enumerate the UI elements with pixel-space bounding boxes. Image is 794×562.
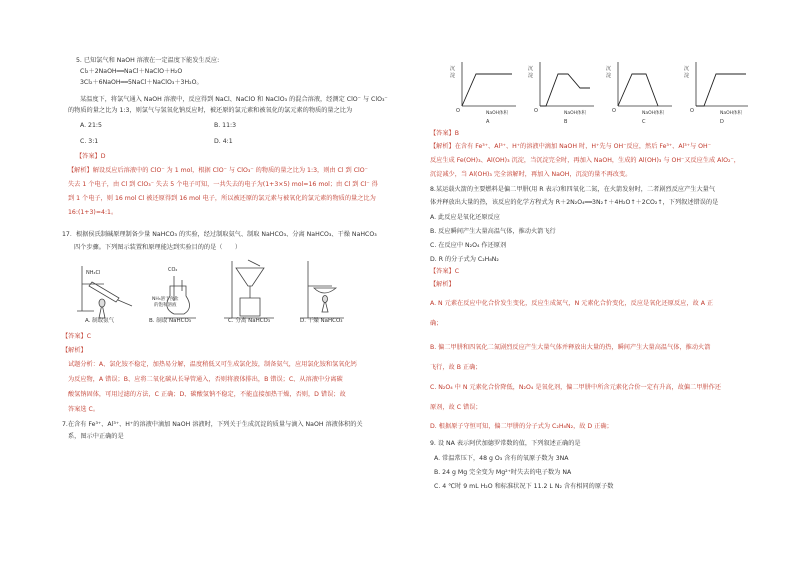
q8-explanation-b-2: 飞行，故 B 正确； <box>430 364 482 371</box>
q5-explanation-4: 16:(1+3)=4:1。 <box>68 209 118 216</box>
graph-letter: B <box>564 119 568 124</box>
q5-equation-2: 3Cl₂＋6NaOH══5NaCl＋NaClO₃＋3H₂O。 <box>80 79 203 86</box>
q8-explanation-c-1: C. N₂O₄ 中 N 元素化合价降低，N₂O₄ 是氧化剂，偏二甲肼中所含元素化合价一定有升高，故偏二甲肼作还 <box>430 384 721 391</box>
caption-d: D. 干燥 NaHCO₃ <box>300 318 343 324</box>
apparatus-d-drying-setup <box>300 261 344 318</box>
q5-explanation-1: 【解析】解设反应后溶液中的 ClO⁻ 为 1 mol，根据 ClO⁻ 与 ClO₃⁻ 的物质的量之比为 1:3，则由 Cl 到 ClO⁻ <box>68 167 368 174</box>
graph-letter: D <box>720 119 724 124</box>
q17-explanation-1: 试题分析：A、氯化铵不稳定，加热易分解，温度稍低又可生成氯化铵，制备氨气，应用氯化铵和氢氧化钙 <box>68 361 357 368</box>
graph-curve <box>540 74 590 106</box>
q8-answer: 【答案】C <box>430 268 460 275</box>
nh4cl-label: NH₄Cl <box>86 270 101 276</box>
graph-xlabel: NaOH体积 <box>564 111 587 116</box>
graph-ylabel-bottom: 淀 <box>528 73 534 79</box>
q17-explanation-4: 答案选 C。 <box>68 406 100 413</box>
q7-stem-2: 系，图示中正确的是 <box>68 433 124 440</box>
q17-stem-2: 四个步骤。下列图示装置和原理能达到实验目的的是（ ） <box>74 244 242 251</box>
nacl-solution-label: NH₃溶于食盐 <box>152 297 179 302</box>
q7-graphs <box>448 58 748 124</box>
graph-ylabel-top: 沉 <box>450 66 456 72</box>
q8-stem-2: 体并释放出大量的热，该反应的化学方程式为 R＋2N₂O₄══3N₂↑＋4H₂O↑＋2CO₂↑，下列叙述错误的是 <box>430 199 719 206</box>
q8-option-c: C. 在反应中 N₂O₄ 作还原剂 <box>430 242 507 249</box>
q5-description-1: 某温度下，将氯气通入 NaOH 溶液中，反应得到 NaCl、NaClO 和 NaClO₃ 的混合溶液，经测定 ClO⁻ 与 ClO₃⁻ <box>80 96 388 103</box>
caption-c: C. 分离 NaHCO₃ <box>228 318 271 324</box>
caption-b: B. 制取 NaHCO₃ <box>149 318 192 324</box>
q8-option-b: B. 反应瞬间产生大量高温气体，推动火箭飞行 <box>430 228 556 235</box>
q8-explanation-b-1: B. 偏二甲肼和四氧化二氮剧烈反应产生大量气体并释放出大量的热，瞬间产生大量高温气体，推动火箭 <box>430 344 711 351</box>
q7-explanation-1: 【解析】在含有 Fe³⁺、Al³⁺、H⁺的溶液中滴加 NaOH 时，H⁺先与 OH⁻反应，然后 Fe³⁺、Al³⁺与 OH⁻ <box>430 143 711 150</box>
q7-answer: 【答案】B <box>430 130 459 137</box>
q5-option-c: C. 3:1 <box>80 138 99 145</box>
q5-equation-1: Cl₂＋2NaOH══NaCl＋NaClO＋H₂O <box>80 68 183 75</box>
graph-ylabel-top: 沉 <box>606 66 612 72</box>
caption-a: A. 制取氨气 <box>85 318 115 324</box>
q7-explanation-3: 沉淀减少，当 Al(OH)₃ 完全溶解时，再加入 NaOH，沉淀的量不再改变。 <box>430 171 632 178</box>
q7-stem-1: 7.在含有 Fe³⁺、Al³⁺、H⁺的溶液中滴加 NaOH 溶液时，下列关于生成沉淀的质量与滴入 NaOH 溶液体积的关 <box>62 421 363 428</box>
q5-option-a: A. 21:5 <box>80 122 102 129</box>
graph-ylabel-bottom: 淀 <box>450 73 456 79</box>
graph-ylabel-bottom: 淀 <box>606 73 612 79</box>
q8-stem-1: 8.某运载火箭的主要燃料是偏二甲肼(用 R 表示)和四氧化二氮，在火箭发射时，二者剧烈反应产生大量气 <box>430 186 716 193</box>
q5-explanation-3: 到 1 个电子，则 16 mol Cl 被还原得到 16 mol 电子，所以被还原的氯元素与被氧化的氯元素的物质的量之比为 <box>68 195 376 202</box>
q5-option-d: D. 4:1 <box>214 138 233 145</box>
apparatus-c-filtration-setup <box>224 260 274 318</box>
graph-xlabel: NaOH体积 <box>720 111 743 116</box>
q17-stem-1: 17．根据侯氏制碱原理制备少量 NaHCO₃ 的实验，经过制取氨气、制取 NaHCO₃、分离 NaHCO₃、干燥 NaHCO₃ <box>62 231 377 238</box>
graph-origin: O <box>690 108 694 114</box>
graph-ylabel-top: 沉 <box>528 66 534 72</box>
graph-ylabel-top: 沉 <box>684 66 690 72</box>
graph-curve <box>618 74 658 106</box>
apparatus-figure <box>74 256 404 324</box>
q8-explanation-d-1: D. 根据原子守恒可知，偏二甲肼的分子式为 C₂H₈N₂，故 D 正确； <box>430 423 613 430</box>
graph-origin: O <box>456 108 460 114</box>
q8-explanation-title: 【解析】 <box>430 281 455 288</box>
q17-explanation-title: 【解析】 <box>62 347 87 354</box>
q9-option-c: C. 4 ℃时 9 mL H₂O 和标准状况下 11.2 L N₂ 含有相同的原子数 <box>434 483 614 490</box>
graph-letter: C <box>642 119 646 124</box>
q8-option-d: D. R 的分子式为 C₂H₈N₂ <box>430 256 499 263</box>
q5-explanation-2: 失去 1 个电子，由 Cl 到 ClO₃⁻ 失去 5 个电子可知，一共失去的电子为(1+3×5) mol=16 mol；由 Cl 到 Cl⁻ 得 <box>68 181 378 188</box>
q9-option-b: B. 24 g Mg 完全变为 Mg²⁺时失去的电子数为 NA <box>434 469 572 476</box>
graph-curve <box>462 74 512 106</box>
q5-stem: 5. 已知氯气和 NaOH 溶液在一定温度下能发生反应: <box>76 57 220 64</box>
graph-letter: A <box>486 119 490 124</box>
q5-description-2: 的物质的量之比为 1:3，则氯气与氢氧化钠反应时，被还原的氯元素和被氧化的氯元素的物质的量之比为 <box>68 107 353 114</box>
right-column <box>400 0 794 562</box>
graph-xlabel: NaOH体积 <box>642 111 665 116</box>
graph-curve <box>696 74 746 106</box>
q17-explanation-3: 酸氢钠固体，可用过滤的方法，C 正确；D、碳酸氢钠不稳定，不能直接加热干燥，否则，D 错误；故 <box>68 391 346 398</box>
graph-origin: O <box>612 108 616 114</box>
co2-label: CO₂ <box>168 267 178 273</box>
graph-origin: O <box>534 108 538 114</box>
graph-ylabel-bottom: 淀 <box>684 73 690 79</box>
q9-option-a: A. 常温常压下，48 g O₃ 含有的氧原子数为 3NA <box>434 455 569 462</box>
q7-explanation-2: 反应生成 Fe(OH)₃、Al(OH)₃ 沉淀，当沉淀完全时，再加入 NaOH，生成的 Al(OH)₃ 与 OH⁻又反应生成 AlO₂⁻， <box>430 157 740 164</box>
q5-answer: 【答案】D <box>76 153 106 160</box>
q5-option-b: B. 11:3 <box>214 122 237 129</box>
q17-explanation-2: 为反应物，A 错误；B、应将二氧化碳从长导管通入，否则将液体排出，B 错误；C、从溶液中分离碳 <box>68 376 343 383</box>
q17-answer: 【答案】C <box>62 333 92 340</box>
nacl-solution-label-2: 的饱和溶液 <box>154 303 177 308</box>
q8-explanation-a-2: 确； <box>430 320 443 327</box>
q8-explanation-c-2: 原剂，故 C 错误； <box>430 404 482 411</box>
q8-explanation-a-1: A. N 元素在反应中化合价发生变化，反应生成氮气，N 元素化合价变化，反应是氧化还原反应，故 A 正 <box>430 300 714 307</box>
graph-xlabel: NaOH体积 <box>486 111 509 116</box>
q9-stem: 9. 设 NA 表示阿伏加德罗常数的值，下列叙述正确的是 <box>430 440 581 447</box>
q8-option-a: A. 此反应是氧化还原反应 <box>430 214 500 221</box>
